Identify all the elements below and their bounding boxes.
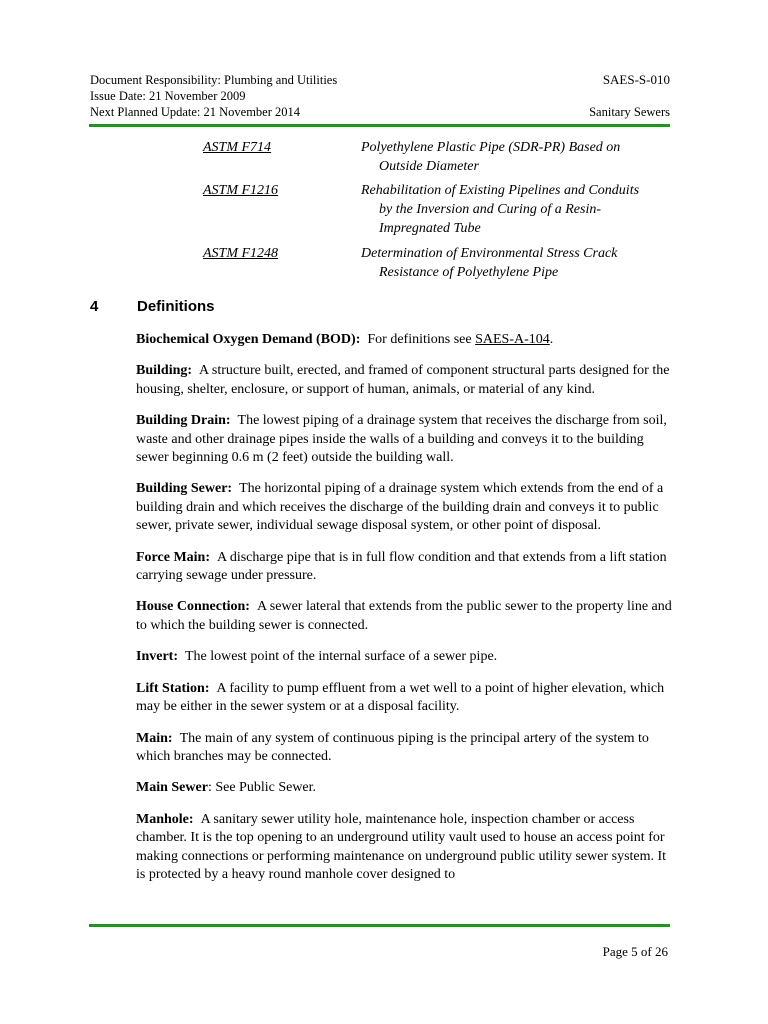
definition-term: Lift Station:: [136, 680, 210, 696]
definition-term: Building:: [136, 363, 193, 379]
definition-term: Invert:: [136, 649, 178, 665]
definition-term: Main Sewer: [136, 780, 208, 796]
definition-term: Building Sewer:: [136, 481, 233, 497]
issue-date: Issue Date: 21 November 2009: [90, 89, 246, 103]
reference-code[interactable]: ASTM F1216: [203, 183, 279, 198]
definition-item: Building Sewer: The horizontal piping of a drainage system which extends from the end of a building drain and which receives the discharge of the building drain and conveys it to public sewer, private sewer, individual sewage disposal system, or other point of disposal.: [136, 481, 664, 534]
page-number: Page 5 of 26: [602, 944, 668, 959]
definition-item: Biochemical Oxygen Demand (BOD): For definitions see SAES-A-104.: [136, 332, 554, 347]
reference-code[interactable]: ASTM F1248: [203, 246, 279, 261]
definition-item: Lift Station: A facility to pump effluent from a wet well to a point of higher elevation, which may be either in the sewer system or at a disposal facility.: [136, 680, 665, 715]
definition-term: Force Main:: [136, 549, 210, 565]
doc-responsibility: Document Responsibility: Plumbing and Utilities: [90, 73, 338, 87]
definition-item: Main: The main of any system of continuous piping is the principal artery of the system to which branches may be connected.: [136, 730, 649, 764]
definition-item: Invert: The lowest point of the internal surface of a sewer pipe.: [136, 649, 498, 665]
reference-title: Determination of Environmental Stress Crack Resistance of Polyethylene Pipe: [361, 246, 618, 280]
definition-item: House Connection: A sewer lateral that extends from the public sewer to the property line and to which the building sewer is connected.: [136, 599, 672, 633]
definition-term: House Connection:: [136, 599, 250, 615]
definition-term: Manhole:: [136, 811, 194, 827]
definitions-list: [136, 331, 672, 897]
page-header: [90, 72, 670, 120]
reference-title: Polyethylene Plastic Pipe (SDR-PR) Based on Outside Diameter: [361, 140, 621, 174]
footer-rule: [89, 924, 670, 927]
definition-item: Building Drain: The lowest piping of a drainage system that receives the discharge from soil, waste and other drainage pipes inside the walls of a building and conveys it to the building sewer beginning 0.6 m (2 feet) outside the building wall.: [136, 413, 667, 466]
saes-a-104-link[interactable]: SAES-A-104: [475, 332, 550, 347]
definition-item: Building: A structure built, erected, and framed of component structural parts designed for the housing, shelter, enclosure, or support of human, animals, or material of any kind.: [136, 363, 670, 397]
definition-item: Force Main: A discharge pipe that is in full flow condition and that extends from a lift station carrying sewage under pressure.: [136, 549, 667, 584]
header-rule: [89, 124, 670, 127]
next-update: Next Planned Update: 21 November 2014: [90, 105, 301, 119]
section-title: Definitions: [137, 298, 215, 315]
definition-item: Manhole: A sanitary sewer utility hole, maintenance hole, inspection chamber or access chamber. It is the top opening to an underground utility vault used to house an access point for making connections or performing maintenance on underground public utility sewer system. It is protected by a heavy round manhole cover designed to: [136, 811, 667, 882]
definition-term: Biochemical Oxygen Demand (BOD):: [136, 332, 361, 347]
doc-title: Sanitary Sewers: [589, 105, 670, 119]
definition-term: Building Drain:: [136, 413, 231, 429]
reference-title: Rehabilitation of Existing Pipelines and Conduits by the Inversion and Curing of a Resin- Impregnated Tube: [361, 183, 640, 236]
definition-item: Main Sewer: See Public Sewer.: [136, 780, 317, 796]
definition-term: Main:: [136, 730, 173, 746]
reference-code[interactable]: ASTM F714: [203, 140, 272, 155]
doc-number: SAES-S-010: [602, 72, 670, 87]
section-number: 4: [90, 298, 99, 315]
